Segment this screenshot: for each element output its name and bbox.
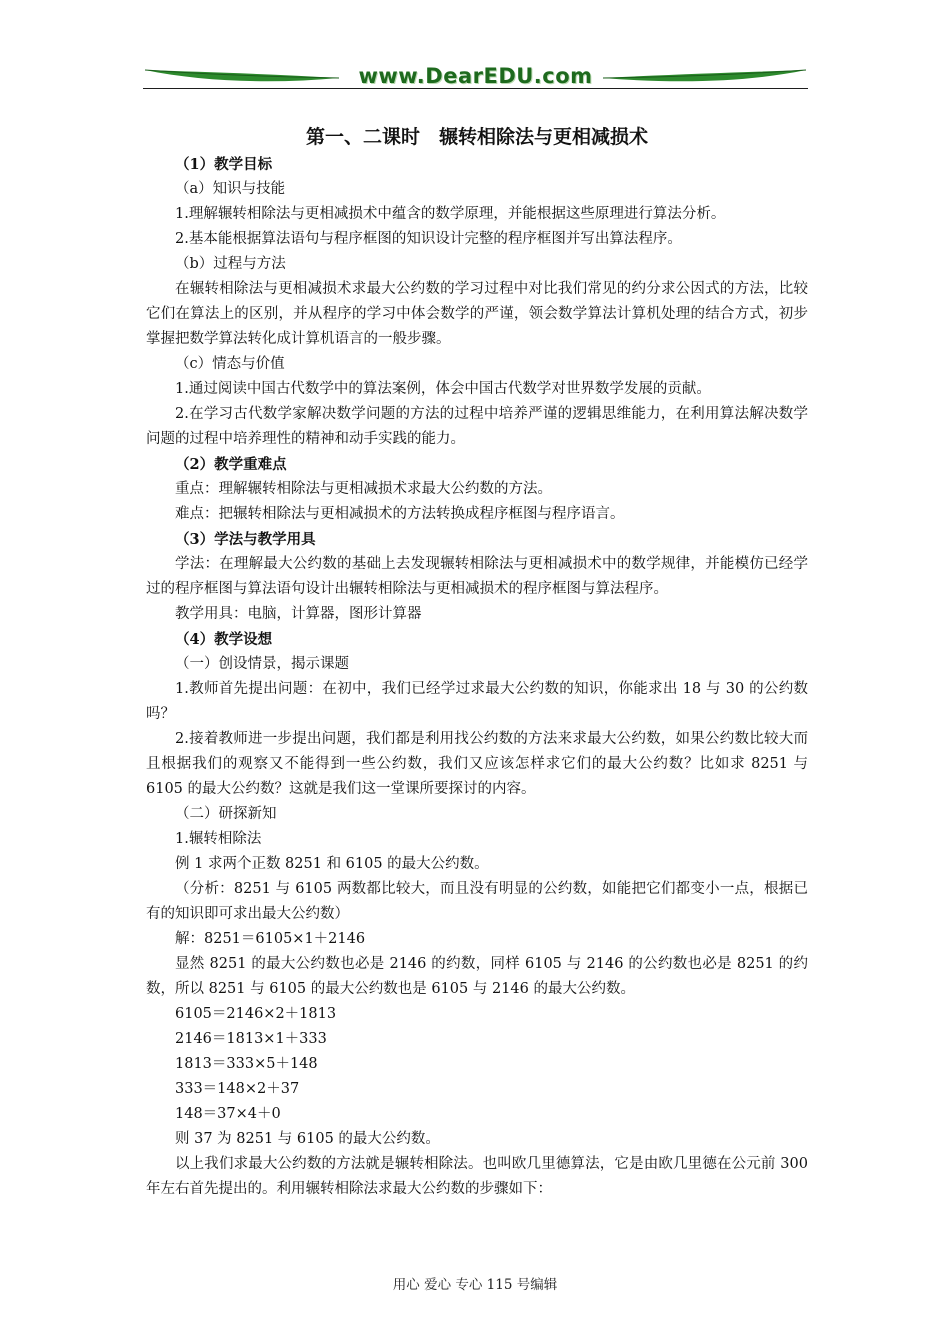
document-body: [146, 122, 808, 1202]
paragraph: 6105＝2146×2＋1813: [175, 1006, 337, 1022]
paragraph: （c）情态与价值: [175, 356, 285, 372]
page-footer: 用心 爱心 专心 115 号编辑: [392, 1277, 558, 1293]
paragraph: （b）过程与方法: [175, 256, 286, 272]
section-heading: （2）教学重难点: [175, 456, 287, 473]
paragraph: 难点：把辗转相除法与更相减损术的方法转换成程序框图与程序语言。: [175, 506, 625, 522]
paragraph: 148＝37×4＋0: [175, 1106, 281, 1122]
paragraph: 1.理解辗转相除法与更相减损术中蕴含的数学原理，并能根据这些原理进行算法分析。: [175, 206, 726, 222]
paragraph: 以上我们求最大公约数的方法就是辗转相除法。也叫欧几里德算法，它是由欧几里德在公元前 300 年左右首先提出的。利用辗转相除法求最大公约数的步骤如下：: [146, 1156, 808, 1197]
section-heading: （3）学法与教学用具: [175, 531, 316, 548]
paragraph: （一）创设情景，揭示课题: [175, 656, 349, 672]
paragraph: 显然 8251 的最大公约数也必是 2146 的约数，同样 6105 与 2146 的公约数也必是 8251 的约数，所以 8251 与 6105 的最大公约数也是 6105 与 2146 的最大公约数。: [146, 956, 808, 997]
document-title: 第一、二课时 辗转相除法与更相减损术: [305, 126, 648, 148]
paragraph-list: [146, 152, 808, 1202]
paragraph: 1.通过阅读中国古代数学中的算法案例，体会中国古代数学对世界数学发展的贡献。: [175, 381, 711, 397]
paragraph: （a）知识与技能: [175, 181, 286, 197]
paragraph: 2146＝1813×1＋333: [175, 1031, 327, 1047]
paragraph: （二）研探新知: [175, 806, 277, 822]
paragraph: 1.教师首先提出问题：在初中，我们已经学过求最大公约数的知识，你能求出 18 与 30 的公约数吗？: [146, 681, 808, 722]
paragraph: 在辗转相除法与更相减损术求最大公约数的学习过程中对比我们常见的约分求公因式的方法，比较它们在算法上的区别，并从程序的学习中体会数学的严谨，领会数学算法计算机处理的结合方式，初步掌握把数学算法转化成计算机语言的一般步骤。: [146, 281, 808, 347]
paragraph: 重点：理解辗转相除法与更相减损术求最大公约数的方法。: [175, 481, 552, 497]
paragraph: 学法：在理解最大公约数的基础上去发现辗转相除法与更相减损术中的数学规律，并能模仿已经学过的程序框图与算法语句设计出辗转相除法与更相减损术的程序框图与算法程序。: [146, 556, 808, 597]
site-header: [143, 62, 808, 94]
paragraph: 则 37 为 8251 与 6105 的最大公约数。: [175, 1131, 440, 1147]
header-divider: [143, 88, 808, 89]
section-heading: （4）教学设想: [175, 631, 273, 648]
paragraph: 2.在学习古代数学家解决数学问题的方法的过程中培养严谨的逻辑思维能力，在利用算法解决数学问题的过程中培养理性的精神和动手实践的能力。: [146, 406, 808, 447]
paragraph: 1.辗转相除法: [175, 831, 262, 847]
paragraph: 2.基本能根据算法语句与程序框图的知识设计完整的程序框图并写出算法程序。: [175, 231, 682, 247]
paragraph: （分析：8251 与 6105 两数都比较大，而且没有明显的公约数，如能把它们都变小一点，根据已有的知识即可求出最大公约数）: [146, 881, 808, 922]
paragraph: 2.接着教师进一步提出问题，我们都是利用找公约数的方法来求最大公约数，如果公约数比较大而且根据我们的观察又不能得到一些公约数，我们又应该怎样求它们的最大公约数？比如求 8251 与 6105 的最大公约数？这就是我们这一堂课所要探讨的内容。: [146, 731, 808, 797]
paragraph: 教学用具：电脑，计算器，图形计算器: [175, 606, 422, 622]
paragraph: 333＝148×2＋37: [175, 1081, 300, 1097]
paragraph: 解：8251＝6105×1＋2146: [175, 931, 366, 947]
paragraph: 例 1 求两个正数 8251 和 6105 的最大公约数。: [175, 856, 489, 872]
site-logo-text: www.DearEDU.com: [358, 64, 593, 88]
section-heading: （1）教学目标: [175, 156, 273, 173]
paragraph: 1813＝333×5＋148: [175, 1056, 318, 1072]
